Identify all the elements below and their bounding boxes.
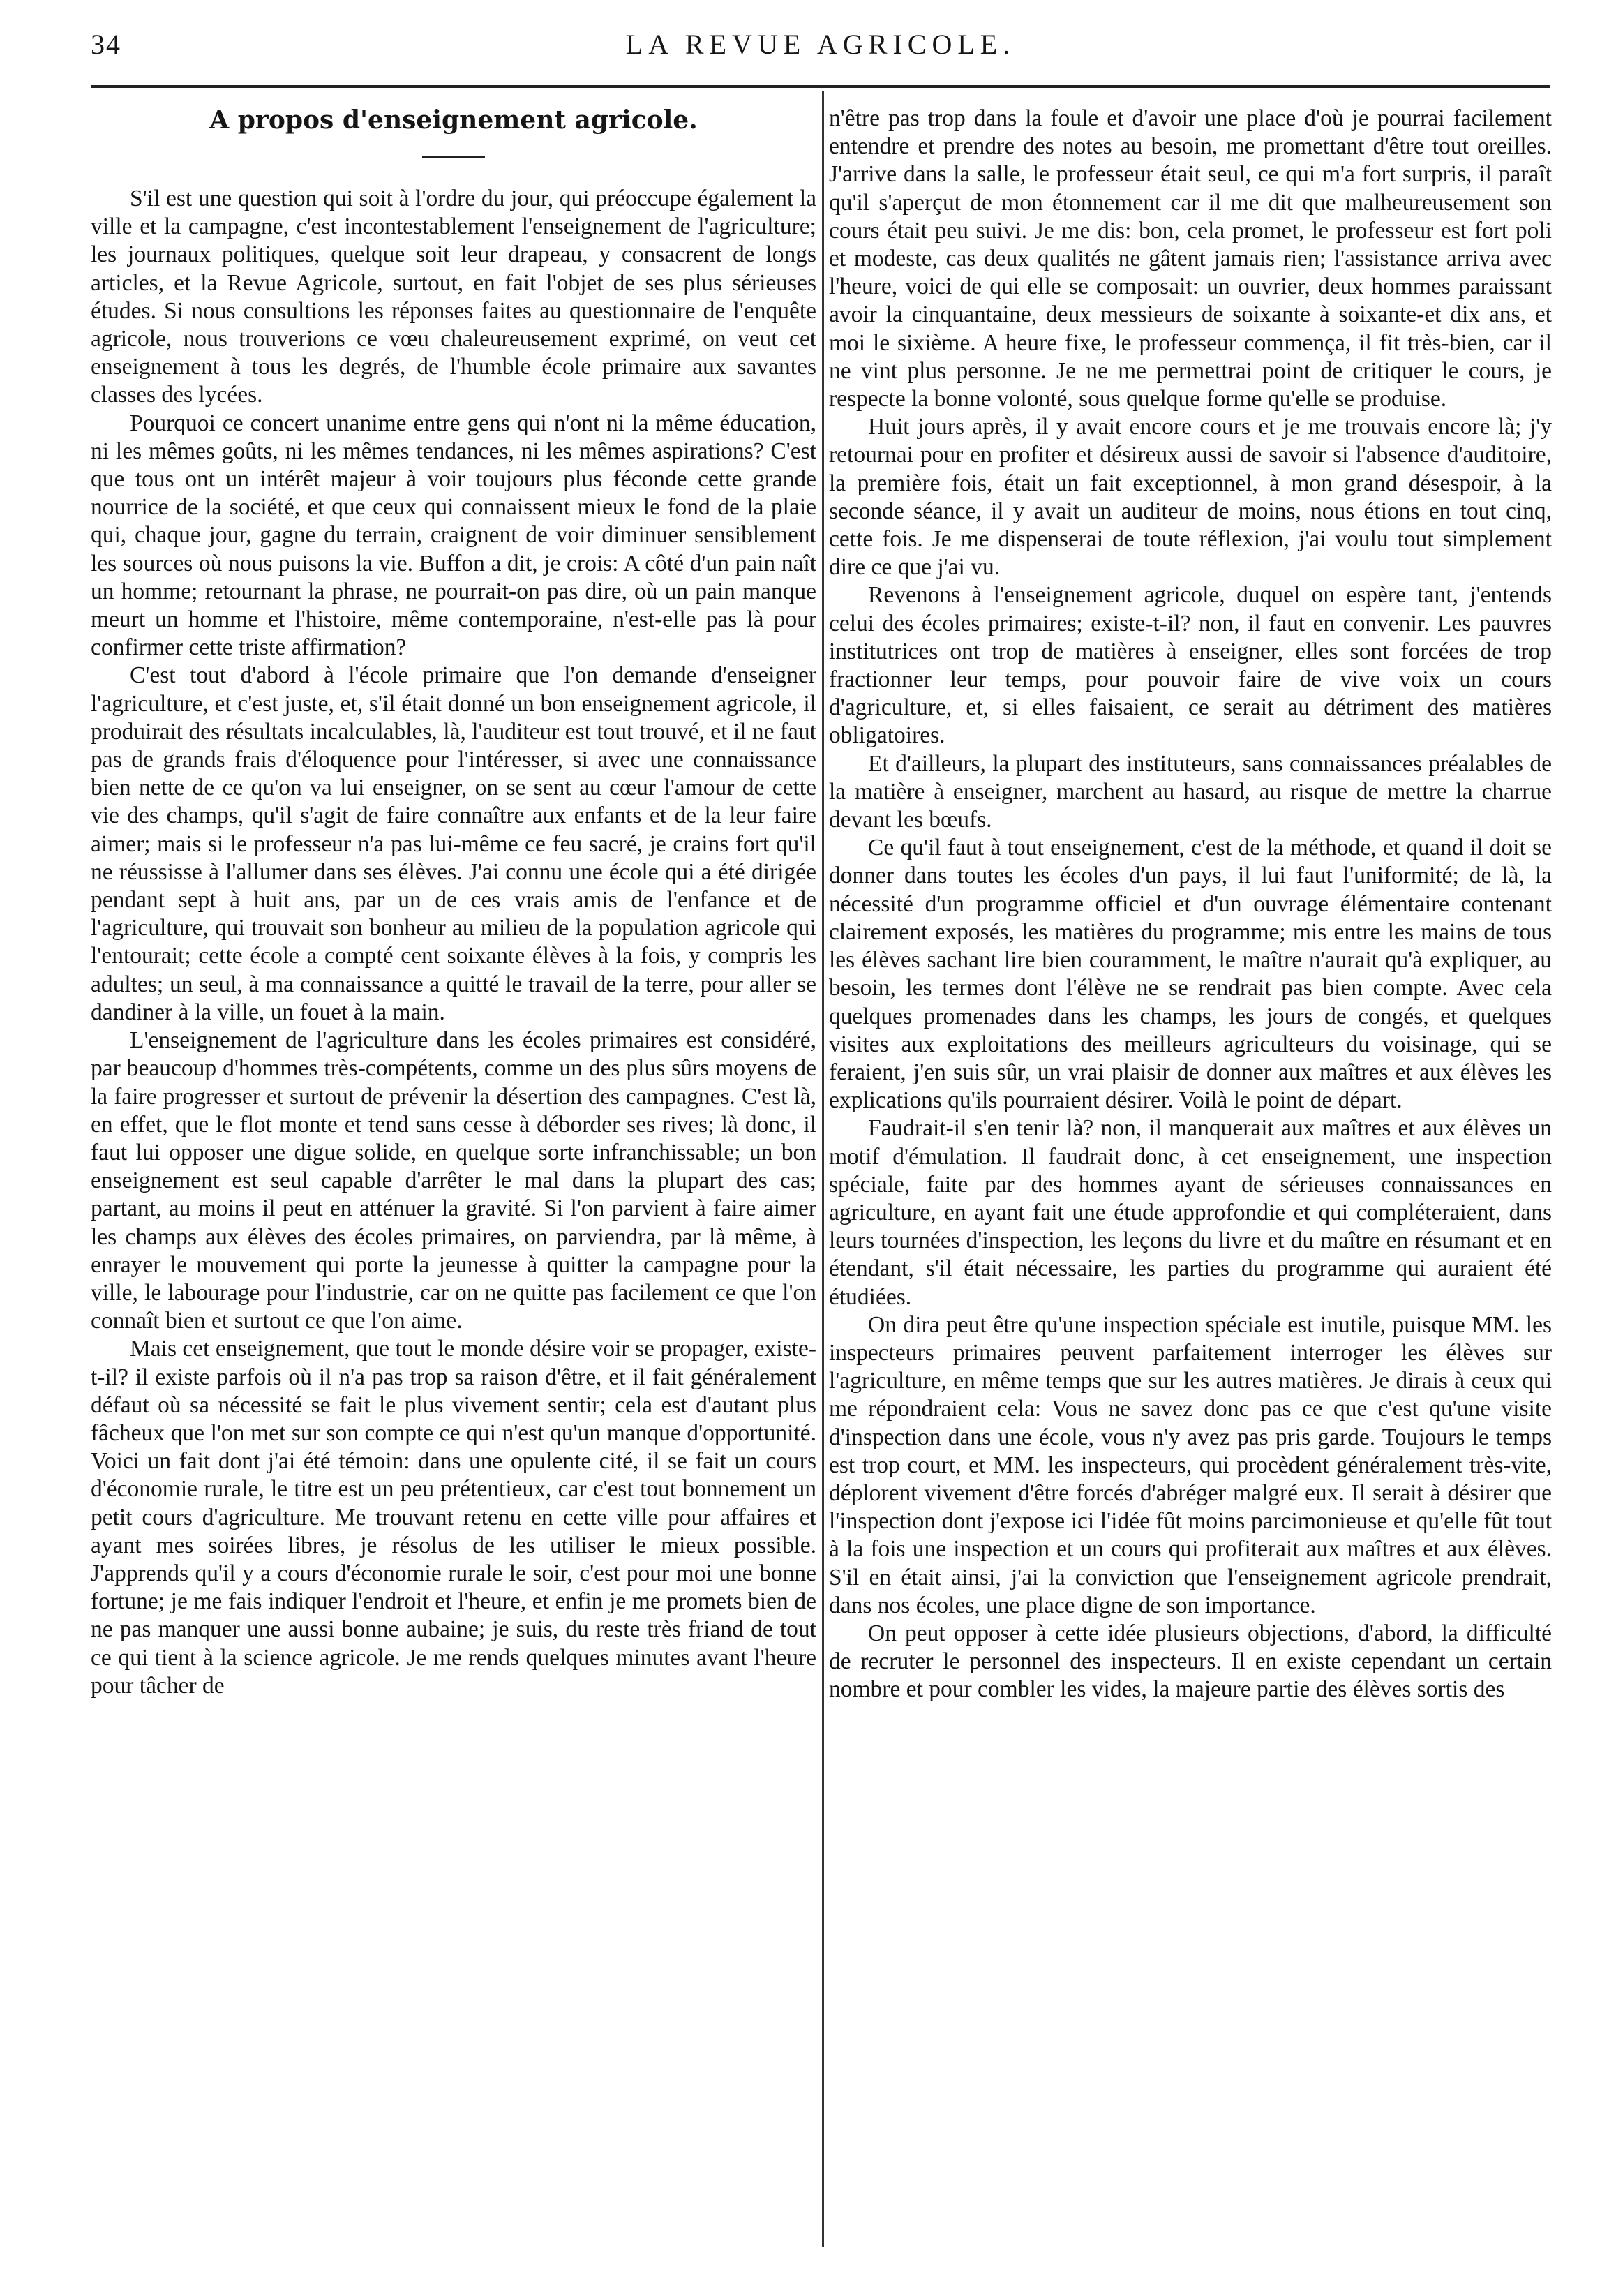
- paragraph: L'enseignement de l'agriculture dans les écoles primaires est considéré, par beaucoup d'hommes très-compétents, comme un des plus sûrs moyens de la faire progresser et surtout de prévenir la désertion des campagnes. C'est là, en effet, que le flot monte et tend sans cesse à déborder ses rives; là donc, il faut lui opposer une digue solide, en quelque sorte infranchissable; un bon enseignement est seul capable d'arrêter le mal dans la plupart des cas; partant, au moins il peut en atténuer la gravité. Si l'on parvient à faire aimer les champs aux élèves des écoles primaires, on parviendra, par là même, à enrayer le mouvement qui porte la jeunesse à quitter la campagne pour la ville, le labourage pour l'industrie, car on ne quitte pas facilement ce que l'on connaît bien et surtout ce que l'on aime.: [91, 1027, 816, 1334]
- paragraph: C'est tout d'abord à l'école primaire que l'on demande d'enseigner l'agriculture, et c'est juste, et, s'il était donné un bon enseignement agricole, il produirait des résultats incalculables, là, l'auditeur est tout trouvé, et il ne faut pas de grands frais d'éloquence pour l'intéresser, si avec une connaissance bien nette de ce qu'on va lui enseigner, on se sent au cœur l'amour de cette vie des champs, qu'il s'agit de faire connaître aux enfants et de la leur faire aimer; mais si le professeur n'a pas lui-même ce feu sacré, je crains fort qu'il ne réussisse à l'allumer dans ses élèves. J'ai connu une école qui a été dirigée pendant sept à huit ans, par un de ces vrais amis de l'enfance et de l'agriculture, qui trouvait son bonheur au milieu de la population agricole qui l'entourait; cette école a compté cent soixante élèves à la fois, y compris les adultes; un seul, à ma connaissance a quitté le travail de la terre, pour aller se dandiner à la ville, un fouet à la main.: [91, 662, 816, 1025]
- left-column: [91, 102, 816, 2272]
- right-column: [829, 105, 1552, 2275]
- paragraph: On peut opposer à cette idée plusieurs objections, d'abord, la difficulté de recruter le personnel des inspecteurs. Il en existe cependant un certain nombre et pour combler les vides, la majeure partie des élèves sortis des: [829, 1620, 1552, 1703]
- paragraph: Mais cet enseignement, que tout le monde désire voir se propager, existe-t-il? il existe parfois où il n'a pas trop sa raison d'être, et il fait généralement défaut où sa nécessité se fait le plus vivement sentir; cela est d'autant plus fâcheux que l'on met sur son compte ce qui n'est qu'un manque d'opportunité. Voici un fait dont j'ai été témoin: dans une opulente cité, il se fait un cours d'économie rurale, le titre est un peu prétentieux, car c'est tout bonnement un petit cours d'agriculture. Me trouvant retenu en cette ville pour affaires et ayant mes soirées libres, je résolus de les utiliser le mieux possible. J'apprends qu'il y a cours d'économie rurale le soir, c'est pour moi une bonne fortune; je me fais indiquer l'endroit et l'heure, et enfin je me promets bien de ne pas manquer une aussi bonne aubaine; je suis, du reste très friand de tout ce qui tient à la science agricole. Je me rends quelques minutes avant l'heure pour tâcher de: [91, 1336, 816, 1699]
- paragraph: S'il est une question qui soit à l'ordre du jour, qui préoccupe également la ville et la campagne, c'est incontestablement l'enseignement de l'agriculture; les journaux politiques, quelque soit leur drapeau, y consacrent de longs articles, et la Revue Agricole, surtout, en fait l'objet de ses plus sérieuses études. Si nous consultions les réponses faites au questionnaire de l'enquête agricole, nous trouverions ce vœu chaleureusement exprimé, on veut cet enseignement à tous les degrés, de l'humble école primaire aux savantes classes des lycées.: [91, 186, 816, 408]
- paragraph: n'être pas trop dans la foule et d'avoir une place d'où je pourrai facilement entendre et prendre des notes au besoin, me promettant d'être tout oreilles. J'arrive dans la salle, le professeur était seul, ce qui m'a fort surpris, il paraît qu'il s'aperçut de mon étonnement car il me dit que malheureusement son cours était peu suivi. Je me dis: bon, cela promet, le professeur est fort poli et modeste, cas deux qualités ne gâtent jamais rien; l'assistance arriva avec l'heure, voici de qui elle se composait: un ouvrier, deux hommes paraissant avoir la cinquantaine, deux messieurs de soixante à soixante-et dix ans, et moi le sixième. A heure fixe, le professeur commença, il fit très-bien, car il ne vint plus personne. Je ne me permettrai point de critiquer le cours, je respecte la bonne volonté, sous quelque forme qu'elle se produise.: [829, 105, 1552, 412]
- paragraph: Pourquoi ce concert unanime entre gens qui n'ont ni la même éducation, ni les mêmes goûts, ni les mêmes tendances, ni les mêmes aspirations? C'est que tous ont un intérêt majeur à voir toujours plus féconde cette grande nourrice de la société, et que ceux qui connaissent mieux le fond de la plaie qui, chaque jour, gagne du terrain, craignent de voir diminuer sensiblement les sources où nous puisons la vie. Buffon a dit, je crois: A côté d'un pain naît un homme; retournant la phrase, ne pourrait-on pas dire, où un pain manque meurt un homme et l'histoire, même contemporaine, n'est-elle pas là pour confirmer cette triste affirmation?: [91, 410, 816, 661]
- paragraph: Huit jours après, il y avait encore cours et je me trouvais encore là; j'y retournai pour en profiter et désireux aussi de savoir si l'absence d'auditoire, la première fois, était un fait exceptionnel, à mon grand désespoir, à la seconde séance, il y avait un auditeur de moins, nous étions en tout cinq, cette fois. Je me dispenserai de toute réflexion, j'ai voulu tout simplement dire ce que j'ai vu.: [829, 414, 1552, 581]
- paragraph: Revenons à l'enseignement agricole, duquel on espère tant, j'entends celui des écoles primaires; existe-t-il? non, il faut en convenir. Les pauvres institutrices ont trop de matières à enseigner, elles sont forcées de trop fractionner leur temps, pour pouvoir faire de vive voix un cours d'agriculture, et, si elles faisaient, ce serait au détriment des matières obligatoires.: [829, 582, 1552, 749]
- article-title: A propos d'enseignement agricole.: [209, 105, 698, 135]
- page-number: 34: [91, 29, 121, 60]
- title-rule: [422, 156, 485, 158]
- paragraph: Faudrait-il s'en tenir là? non, il manquerait aux maîtres et aux élèves un motif d'émulation. Il faudrait donc, à cet enseignement, une inspection spéciale, faite par des hommes ayant de sérieuses connaissances en agriculture, en ayant fait une étude approfondie et qui compléteraient, dans leurs tournées d'inspection, les leçons du livre et du maître en résumant et en étendant, s'il était nécessaire, les parties du programme qui auraient été étudiées.: [829, 1115, 1552, 1310]
- paragraph: On dira peut être qu'une inspection spéciale est inutile, puisque MM. les inspecteurs primaires peuvent parfaitement interroger les élèves sur l'agriculture, en même temps que sur les autres matières. Je dirais à ceux qui me répondraient cela: Vous ne savez donc pas ce que c'est qu'une visite d'inspection dans une école, vous n'y avez pas pris garde. Toujours le temps est trop court, et MM. les inspecteurs, qui procèdent généralement très-vite, déplorent vivement d'être forcés d'abréger malgré eux. Il serait à désirer que l'inspection dont j'expose ici l'idée fût moins parcimonieuse et qu'elle fût tout à la fois une inspection et un cours qui profiterait aux maîtres et aux élèves. S'il en était ainsi, j'ai la conviction que l'enseignement agricole prendrait, dans nos écoles, une place digne de son importance.: [829, 1311, 1552, 1618]
- header-rule: [91, 85, 1550, 88]
- paragraph: Ce qu'il faut à tout enseignement, c'est de la méthode, et quand il doit se donner dans toutes les écoles d'un pays, il lui faut l'uniformité; de là, la nécessité d'un programme officiel et d'un ouvrage élémentaire contenant clairement exposés, les matières du programme; mis entre les mains de tous les élèves sachant lire bien couramment, le maître n'aurait qu'à expliquer, au besoin, les termes dont l'élève ne se rendrait pas bien compte. Avec cela quelques promenades dans les champs, les jours de congés, et quelques visites aux exploitations des meilleurs agriculteurs du voisinage, qui se feraient, j'en suis sûr, un vrai plaisir de donner aux maîtres et aux élèves les explications qu'ils pourraient désirer. Voilà le point de départ.: [829, 835, 1552, 1114]
- column-divider: [822, 91, 824, 2247]
- paragraph: Et d'ailleurs, la plupart des instituteurs, sans connaissances préalables de la matière à enseigner, marchent au hasard, au risque de mettre la charrue devant les bœufs.: [829, 750, 1552, 833]
- journal-title: LA REVUE AGRICOLE.: [625, 29, 1016, 60]
- page-header: [91, 28, 1550, 70]
